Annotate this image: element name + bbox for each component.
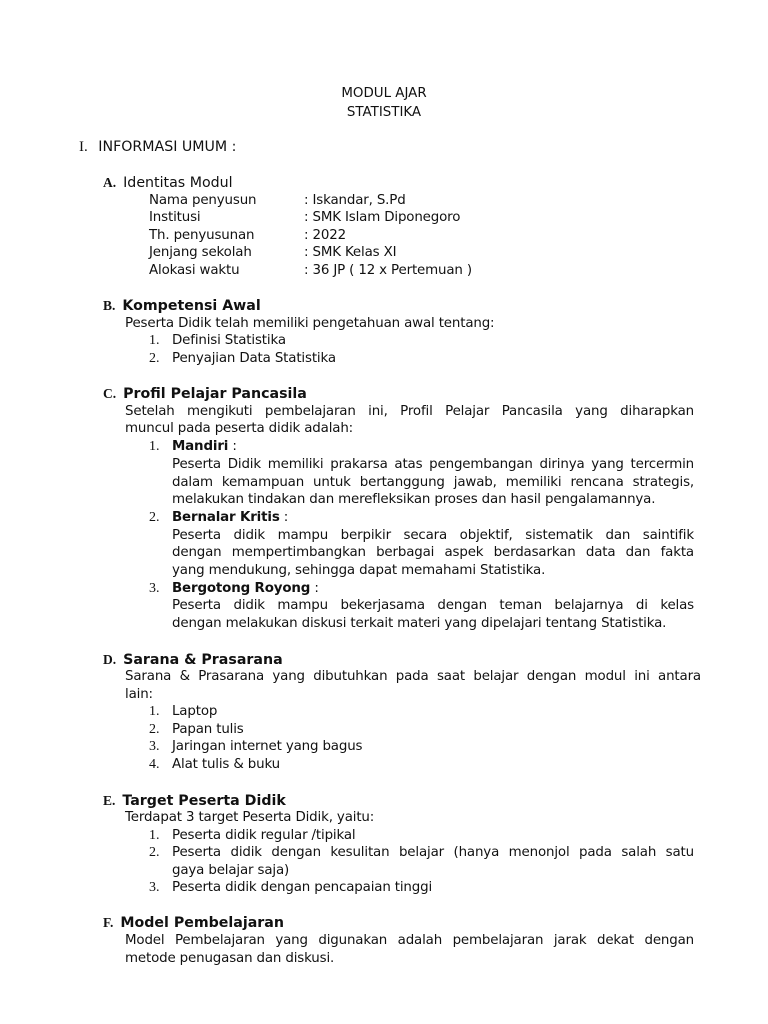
- section-letter: E.: [103, 793, 116, 808]
- section-e-heading: [103, 792, 286, 810]
- section-title: Target Peserta Didik: [122, 793, 286, 809]
- profile-item-name: Bergotong Royong: [172, 581, 311, 596]
- profile-item-desc: Peserta didik mampu berpikir secara objektif, sistematik dan saintifik: [172, 528, 694, 543]
- list-number: 3.: [149, 880, 160, 895]
- heading-roman-numeral: I.: [79, 139, 88, 155]
- list-number: 1.: [149, 704, 160, 719]
- profile-item-sep: :: [279, 510, 289, 525]
- list-number: 2.: [149, 510, 160, 525]
- main-heading: [79, 139, 236, 156]
- section-c-heading: [103, 385, 307, 403]
- profile-item-sep: :: [310, 581, 319, 596]
- list-number: 2.: [149, 722, 160, 737]
- profile-item-desc: Peserta didik mampu bekerjasama dengan teman belajarnya di kelas: [172, 598, 694, 613]
- section-b-heading: [103, 297, 261, 315]
- profile-item-sep: :: [228, 439, 237, 454]
- list-item: Peserta didik regular /tipikal: [172, 828, 356, 843]
- list-item: Jaringan internet yang bagus: [172, 739, 363, 754]
- profile-item-name: Bernalar Kritis: [172, 510, 280, 525]
- list-item: Papan tulis: [172, 722, 244, 737]
- section-c-intro-line: muncul pada peserta didik adalah:: [125, 421, 354, 436]
- profile-item-desc: yang mendukung, sehingga dapat memahami Statistika.: [172, 563, 546, 578]
- list-number: 4.: [149, 757, 160, 772]
- section-f-heading: [103, 914, 284, 932]
- section-d-heading: [103, 651, 283, 669]
- section-title: Sarana & Prasarana: [123, 652, 283, 668]
- list-item: Definisi Statistika: [172, 333, 286, 348]
- section-letter: D.: [103, 652, 117, 667]
- identity-value: : 2022: [304, 228, 346, 243]
- profile-item-name: Mandiri: [172, 439, 229, 454]
- profile-item-heading: [172, 510, 288, 525]
- identity-label: Jenjang sekolah: [149, 245, 252, 260]
- list-number: 1.: [149, 828, 160, 843]
- profile-item-heading: [172, 581, 319, 596]
- section-title: Model Pembelajaran: [120, 915, 284, 931]
- section-title: Kompetensi Awal: [122, 298, 261, 314]
- profile-item-desc: dalam kemampuan untuk bertanggung jawab, memiliki rencana strategis,: [172, 475, 694, 490]
- list-number: 1.: [149, 333, 160, 348]
- section-d-intro-line: Sarana & Prasarana yang dibutuhkan pada saat belajar dengan modul ini antara: [125, 669, 701, 684]
- list-number: 3.: [149, 581, 160, 596]
- profile-item-desc: dengan mempertimbangkan berbagai aspek berdasarkan data dan fakta: [172, 545, 694, 560]
- section-c-intro-line: Setelah mengikuti pembelajaran ini, Profil Pelajar Pancasila yang diharapkan: [125, 404, 694, 419]
- list-number: 2.: [149, 351, 160, 366]
- profile-item-heading: [172, 439, 237, 454]
- section-f-text-line: metode penugasan dan diskusi.: [125, 951, 335, 966]
- section-letter: C.: [103, 386, 117, 401]
- section-title: Profil Pelajar Pancasila: [123, 386, 307, 402]
- section-letter: F.: [103, 915, 114, 930]
- section-letter: A.: [103, 175, 117, 190]
- list-number: 2.: [149, 845, 160, 860]
- list-item-continued: gaya belajar saja): [172, 863, 290, 878]
- identity-value: : SMK Islam Diponegoro: [304, 210, 461, 225]
- identity-label: Institusi: [149, 210, 201, 225]
- profile-item-desc: Peserta Didik memiliki prakarsa atas pengembangan dirinya yang tercermin: [172, 457, 694, 472]
- section-title: Identitas Modul: [123, 175, 233, 191]
- list-item: Alat tulis & buku: [172, 757, 280, 772]
- section-b-intro: Peserta Didik telah memiliki pengetahuan awal tentang:: [125, 316, 495, 331]
- heading-text: INFORMASI UMUM :: [98, 139, 237, 155]
- document-subtitle: STATISTIKA: [346, 105, 422, 120]
- identity-value: : Iskandar, S.Pd: [304, 193, 406, 208]
- section-e-intro: Terdapat 3 target Peserta Didik, yaitu:: [125, 810, 375, 825]
- identity-label: Th. penyusunan: [149, 228, 255, 243]
- section-letter: B.: [103, 298, 116, 313]
- section-d-intro-line: lain:: [125, 687, 153, 702]
- profile-item-desc: melakukan tindakan dan merefleksikan proses dan hasil pengalamannya.: [172, 492, 656, 507]
- list-item: Peserta didik dengan pencapaian tinggi: [172, 880, 433, 895]
- list-item: Laptop: [172, 704, 218, 719]
- document-title: MODUL AJAR: [341, 86, 427, 101]
- list-item: Peserta didik dengan kesulitan belajar (hanya menonjol pada salah satu: [172, 845, 694, 860]
- identity-label: Nama penyusun: [149, 193, 257, 208]
- list-number: 1.: [149, 439, 160, 454]
- list-item: Penyajian Data Statistika: [172, 351, 336, 366]
- identity-value: : 36 JP ( 12 x Pertemuan ): [304, 263, 472, 278]
- section-a-heading: [103, 174, 233, 192]
- list-number: 3.: [149, 739, 160, 754]
- identity-label: Alokasi waktu: [149, 263, 240, 278]
- section-f-text-line: Model Pembelajaran yang digunakan adalah pembelajaran jarak dekat dengan: [125, 933, 694, 948]
- profile-item-desc: dengan melakukan diskusi terkait materi yang dipelajari tentang Statistika.: [172, 616, 667, 631]
- identity-value: : SMK Kelas XI: [304, 245, 397, 260]
